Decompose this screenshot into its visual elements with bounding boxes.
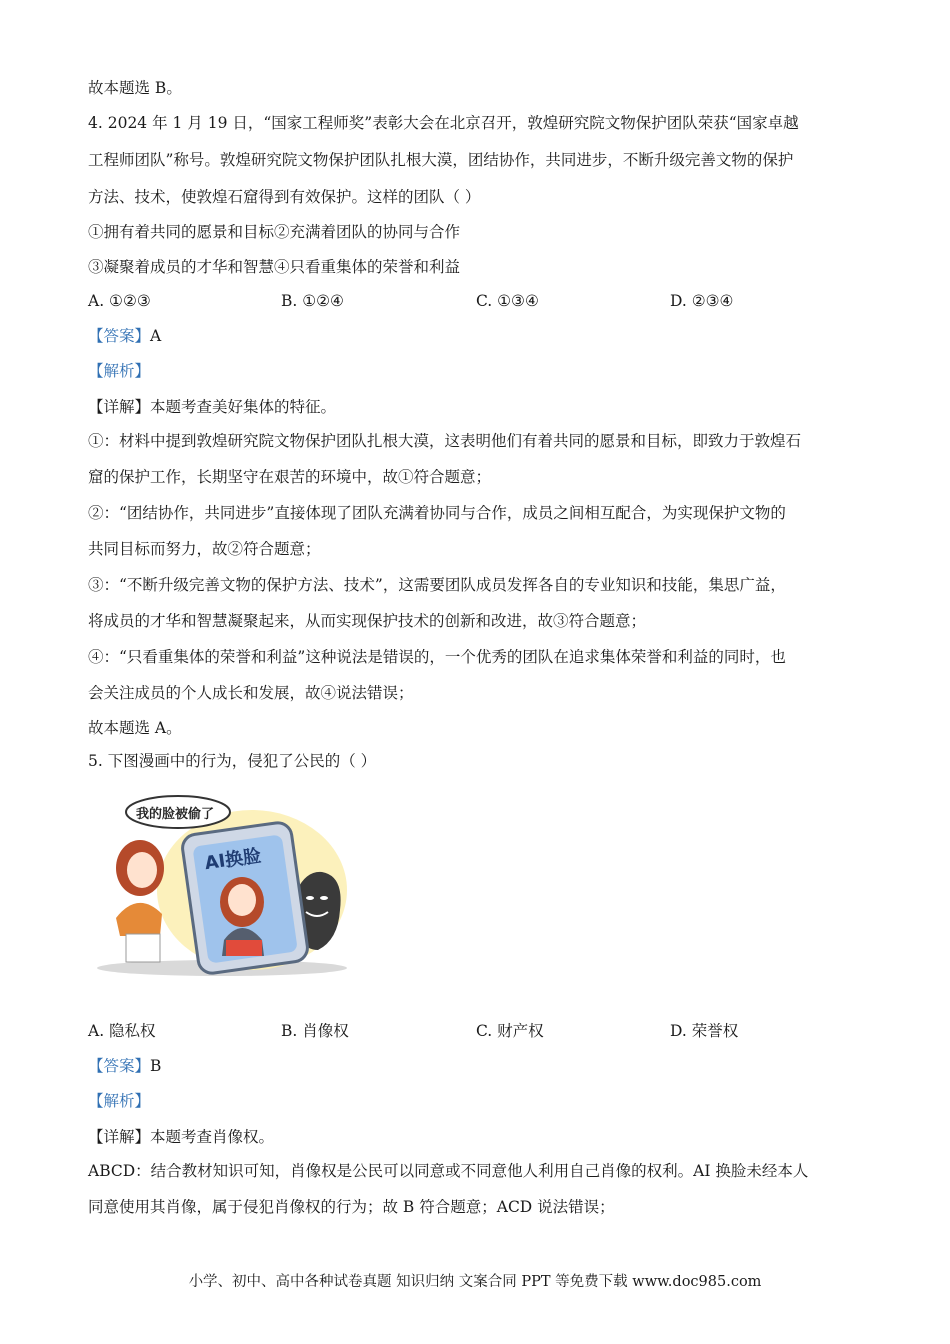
- page-footer: 小学、初中、高中各种试卷真题 知识归纳 文案合同 PPT 等免费下载 www.doc985.com: [188, 1274, 762, 1290]
- q4-explain-1b: 窟的保护工作，长期坚守在艰苦的环境中，故①符合题意；: [88, 468, 492, 486]
- q5-option-c: C. 财产权: [476, 1022, 544, 1040]
- q5-stem: 5. 下图漫画中的行为，侵犯了公民的（ ）: [88, 752, 377, 770]
- ai-face-swap-comic: [92, 790, 352, 980]
- detail-text: 本题考查肖像权。: [150, 1128, 275, 1146]
- q4-explain-2b: 共同目标而努力，故②符合题意；: [88, 540, 321, 558]
- detail-text: 本题考查美好集体的特征。: [150, 398, 337, 416]
- detail-label: 【详解】: [88, 1128, 151, 1146]
- q4-statement-1: ①拥有着共同的愿景和目标②充满着团队的协同与合作: [88, 223, 461, 241]
- q5-answer: [88, 1056, 161, 1076]
- prev-answer-end: 故本题选 B。: [88, 79, 182, 97]
- q5-option-d: D. 荣誉权: [670, 1022, 739, 1040]
- q4-explain-4b: 会关注成员的个人成长和发展，故④说法错误；: [88, 684, 414, 702]
- q4-stem-line3: 方法、技术，使敦煌石窟得到有效保护。这样的团队（ ）: [88, 188, 481, 206]
- answer-label: 【答案】: [88, 327, 151, 345]
- q4-option-d: D. ②③④: [670, 292, 734, 310]
- bubble-text: 我的脸被偷了: [136, 807, 215, 822]
- q5-explain-b: 同意使用其肖像，属于侵犯肖像权的行为；故 B 符合题意；ACD 说法错误；: [88, 1198, 615, 1216]
- q4-explain-4a: ④：“只看重集体的荣誉和利益”这种说法是错误的，一个优秀的团队在追求集体荣誉和利益的同时，也: [88, 648, 786, 666]
- q4-answer: [88, 326, 161, 346]
- screen-title: AI换脸: [203, 845, 263, 875]
- q4-option-c: C. ①③④: [476, 292, 539, 310]
- q4-explain-1a: ①：材料中提到敦煌研究院文物保护团队扎根大漠，这表明他们有着共同的愿景和目标，即致力于敦煌石: [88, 432, 802, 450]
- q4-stem-line2: 工程师团队”称号。敦煌研究院文物保护团队扎根大漠，团结协作，共同进步，不断升级完善文物的保护: [88, 151, 794, 169]
- q4-conclusion: 故本题选 A。: [88, 719, 182, 737]
- q4-explain-3b: 将成员的才华和智慧凝聚起来，从而实现保护技术的创新和改进，故③符合题意；: [88, 612, 647, 630]
- answer-value: A: [150, 327, 162, 345]
- q5-analysis-label: 【解析】: [88, 1092, 151, 1110]
- q4-option-b: B. ①②④: [281, 292, 344, 310]
- q4-explain-3a: ③：“不断升级完善文物的保护方法、技术”，这需要团队成员发挥各自的专业知识和技能，集思广益，: [88, 576, 786, 594]
- q4-stem-line1: 4. 2024 年 1 月 19 日，“国家工程师奖”表彰大会在北京召开，敦煌研究院文物保护团队荣获“国家卓越: [88, 114, 799, 132]
- q5-explain-a: ABCD：结合教材知识可知，肖像权是公民可以同意或不同意他人利用自己肖像的权利。AI 换脸未经本人: [88, 1162, 809, 1180]
- detail-label: 【详解】: [88, 398, 151, 416]
- q4-statement-2: ③凝聚着成员的才华和智慧④只看重集体的荣誉和利益: [88, 258, 461, 276]
- q5-detail: [88, 1127, 274, 1147]
- q4-option-a: A. ①②③: [88, 292, 151, 310]
- answer-value: B: [150, 1057, 162, 1075]
- q4-detail: [88, 397, 336, 417]
- q5-option-b: B. 肖像权: [281, 1022, 349, 1040]
- q5-option-a: A. 隐私权: [88, 1022, 156, 1040]
- q4-explain-2a: ②：“团结协作，共同进步”直接体现了团队充满着协同与合作，成员之间相互配合，为实现保护文物的: [88, 504, 786, 522]
- answer-label: 【答案】: [88, 1057, 151, 1075]
- q4-analysis-label: 【解析】: [88, 362, 151, 380]
